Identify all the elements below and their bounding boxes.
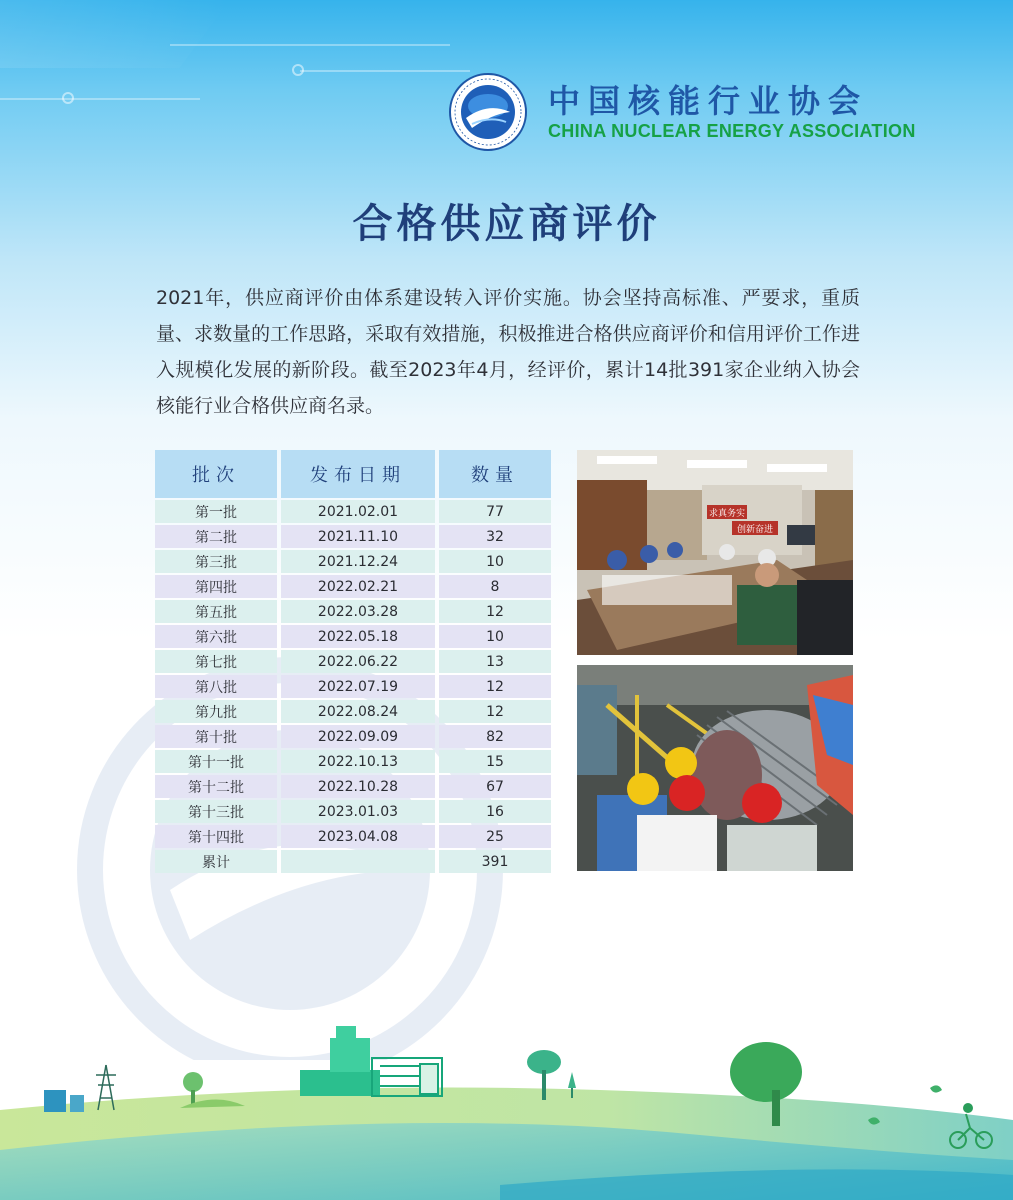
association-name-cn: 中国核能行业协会 bbox=[548, 82, 869, 120]
cell-date: 2021.02.01 bbox=[281, 500, 435, 523]
supplier-batch-table bbox=[155, 450, 551, 873]
intro-paragraph: 2021年，供应商评价由体系建设转入评价实施。协会坚持高标准、严要求，重质量、求数量的工作思路，采取有效措施，积极推进合格供应商评价和信用评价工作进入规模化发展的新阶段。截至2023年4月，经评价，累计14批391家企业纳入协会核能行业合格供应商名录。 bbox=[156, 287, 860, 417]
meeting-photo bbox=[577, 450, 853, 655]
cell-batch: 第十三批 bbox=[155, 800, 277, 823]
cell-date: 2022.08.24 bbox=[281, 700, 435, 723]
header-release-date: 发布日期 bbox=[281, 450, 435, 498]
table-row bbox=[155, 750, 551, 773]
cell-count: 12 bbox=[439, 600, 551, 623]
decor-line bbox=[300, 70, 470, 72]
header-batch: 批次 bbox=[155, 450, 277, 498]
table-row bbox=[155, 800, 551, 823]
nuclear-plant-icon bbox=[300, 1026, 442, 1096]
table-row bbox=[155, 600, 551, 623]
cell-date: 2022.10.13 bbox=[281, 750, 435, 773]
association-logo bbox=[448, 72, 916, 152]
cell-batch: 第十批 bbox=[155, 725, 277, 748]
cell-date: 2022.10.28 bbox=[281, 775, 435, 798]
cell-total-count: 391 bbox=[439, 850, 551, 873]
cell-count: 12 bbox=[439, 700, 551, 723]
decor-dot bbox=[62, 92, 74, 104]
table-row bbox=[155, 500, 551, 523]
cell-date bbox=[281, 850, 435, 873]
cell-count: 13 bbox=[439, 650, 551, 673]
table-row bbox=[155, 550, 551, 573]
cell-count: 82 bbox=[439, 725, 551, 748]
cell-batch: 第八批 bbox=[155, 675, 277, 698]
cell-batch: 第七批 bbox=[155, 650, 277, 673]
cell-date: 2022.06.22 bbox=[281, 650, 435, 673]
page-title: 合格供应商评价 bbox=[352, 201, 661, 247]
cell-batch: 第二批 bbox=[155, 525, 277, 548]
cell-count: 67 bbox=[439, 775, 551, 798]
cell-count: 15 bbox=[439, 750, 551, 773]
association-name-en: CHINA NUCLEAR ENERGY ASSOCIATION bbox=[548, 121, 916, 141]
cell-count: 8 bbox=[439, 575, 551, 598]
workshop-photo bbox=[577, 665, 853, 871]
cell-date: 2021.12.24 bbox=[281, 550, 435, 573]
cell-batch: 第四批 bbox=[155, 575, 277, 598]
leaf-icon bbox=[930, 1085, 942, 1092]
storage-tank-icon bbox=[44, 1090, 84, 1112]
cell-batch: 第十一批 bbox=[155, 750, 277, 773]
decor-line bbox=[0, 98, 200, 100]
cell-date: 2022.02.21 bbox=[281, 575, 435, 598]
cell-batch: 第十二批 bbox=[155, 775, 277, 798]
table-row bbox=[155, 725, 551, 748]
cell-count: 16 bbox=[439, 800, 551, 823]
table-row bbox=[155, 575, 551, 598]
header-count: 数量 bbox=[439, 450, 551, 498]
cell-batch: 第三批 bbox=[155, 550, 277, 573]
cell-batch: 第十四批 bbox=[155, 825, 277, 848]
cell-count: 10 bbox=[439, 550, 551, 573]
decor-line bbox=[170, 44, 450, 46]
landscape-decoration bbox=[0, 1010, 1013, 1200]
table-total-row bbox=[155, 850, 551, 873]
table-header bbox=[155, 450, 551, 498]
cell-total-label: 累计 bbox=[155, 850, 277, 873]
table-row bbox=[155, 525, 551, 548]
association-emblem-icon bbox=[448, 72, 528, 152]
cell-date: 2022.03.28 bbox=[281, 600, 435, 623]
cell-date: 2022.05.18 bbox=[281, 625, 435, 648]
table-row bbox=[155, 775, 551, 798]
table-row bbox=[155, 625, 551, 648]
decor-dot bbox=[292, 64, 304, 76]
table-row bbox=[155, 650, 551, 673]
table-row bbox=[155, 675, 551, 698]
cell-batch: 第一批 bbox=[155, 500, 277, 523]
banner-left-text: 求真务实 bbox=[708, 509, 746, 519]
cell-date: 2021.11.10 bbox=[281, 525, 435, 548]
cell-date: 2023.04.08 bbox=[281, 825, 435, 848]
table-row bbox=[155, 700, 551, 723]
cell-count: 25 bbox=[439, 825, 551, 848]
cell-count: 32 bbox=[439, 525, 551, 548]
cell-date: 2022.07.19 bbox=[281, 675, 435, 698]
cell-batch: 第五批 bbox=[155, 600, 277, 623]
header-decoration bbox=[0, 0, 230, 68]
cell-batch: 第六批 bbox=[155, 625, 277, 648]
cell-batch: 第九批 bbox=[155, 700, 277, 723]
cell-count: 77 bbox=[439, 500, 551, 523]
cell-date: 2022.09.09 bbox=[281, 725, 435, 748]
cell-date: 2023.01.03 bbox=[281, 800, 435, 823]
banner-right-text: 创新奋进 bbox=[736, 525, 774, 535]
cell-count: 10 bbox=[439, 625, 551, 648]
table-row bbox=[155, 825, 551, 848]
cell-count: 12 bbox=[439, 675, 551, 698]
